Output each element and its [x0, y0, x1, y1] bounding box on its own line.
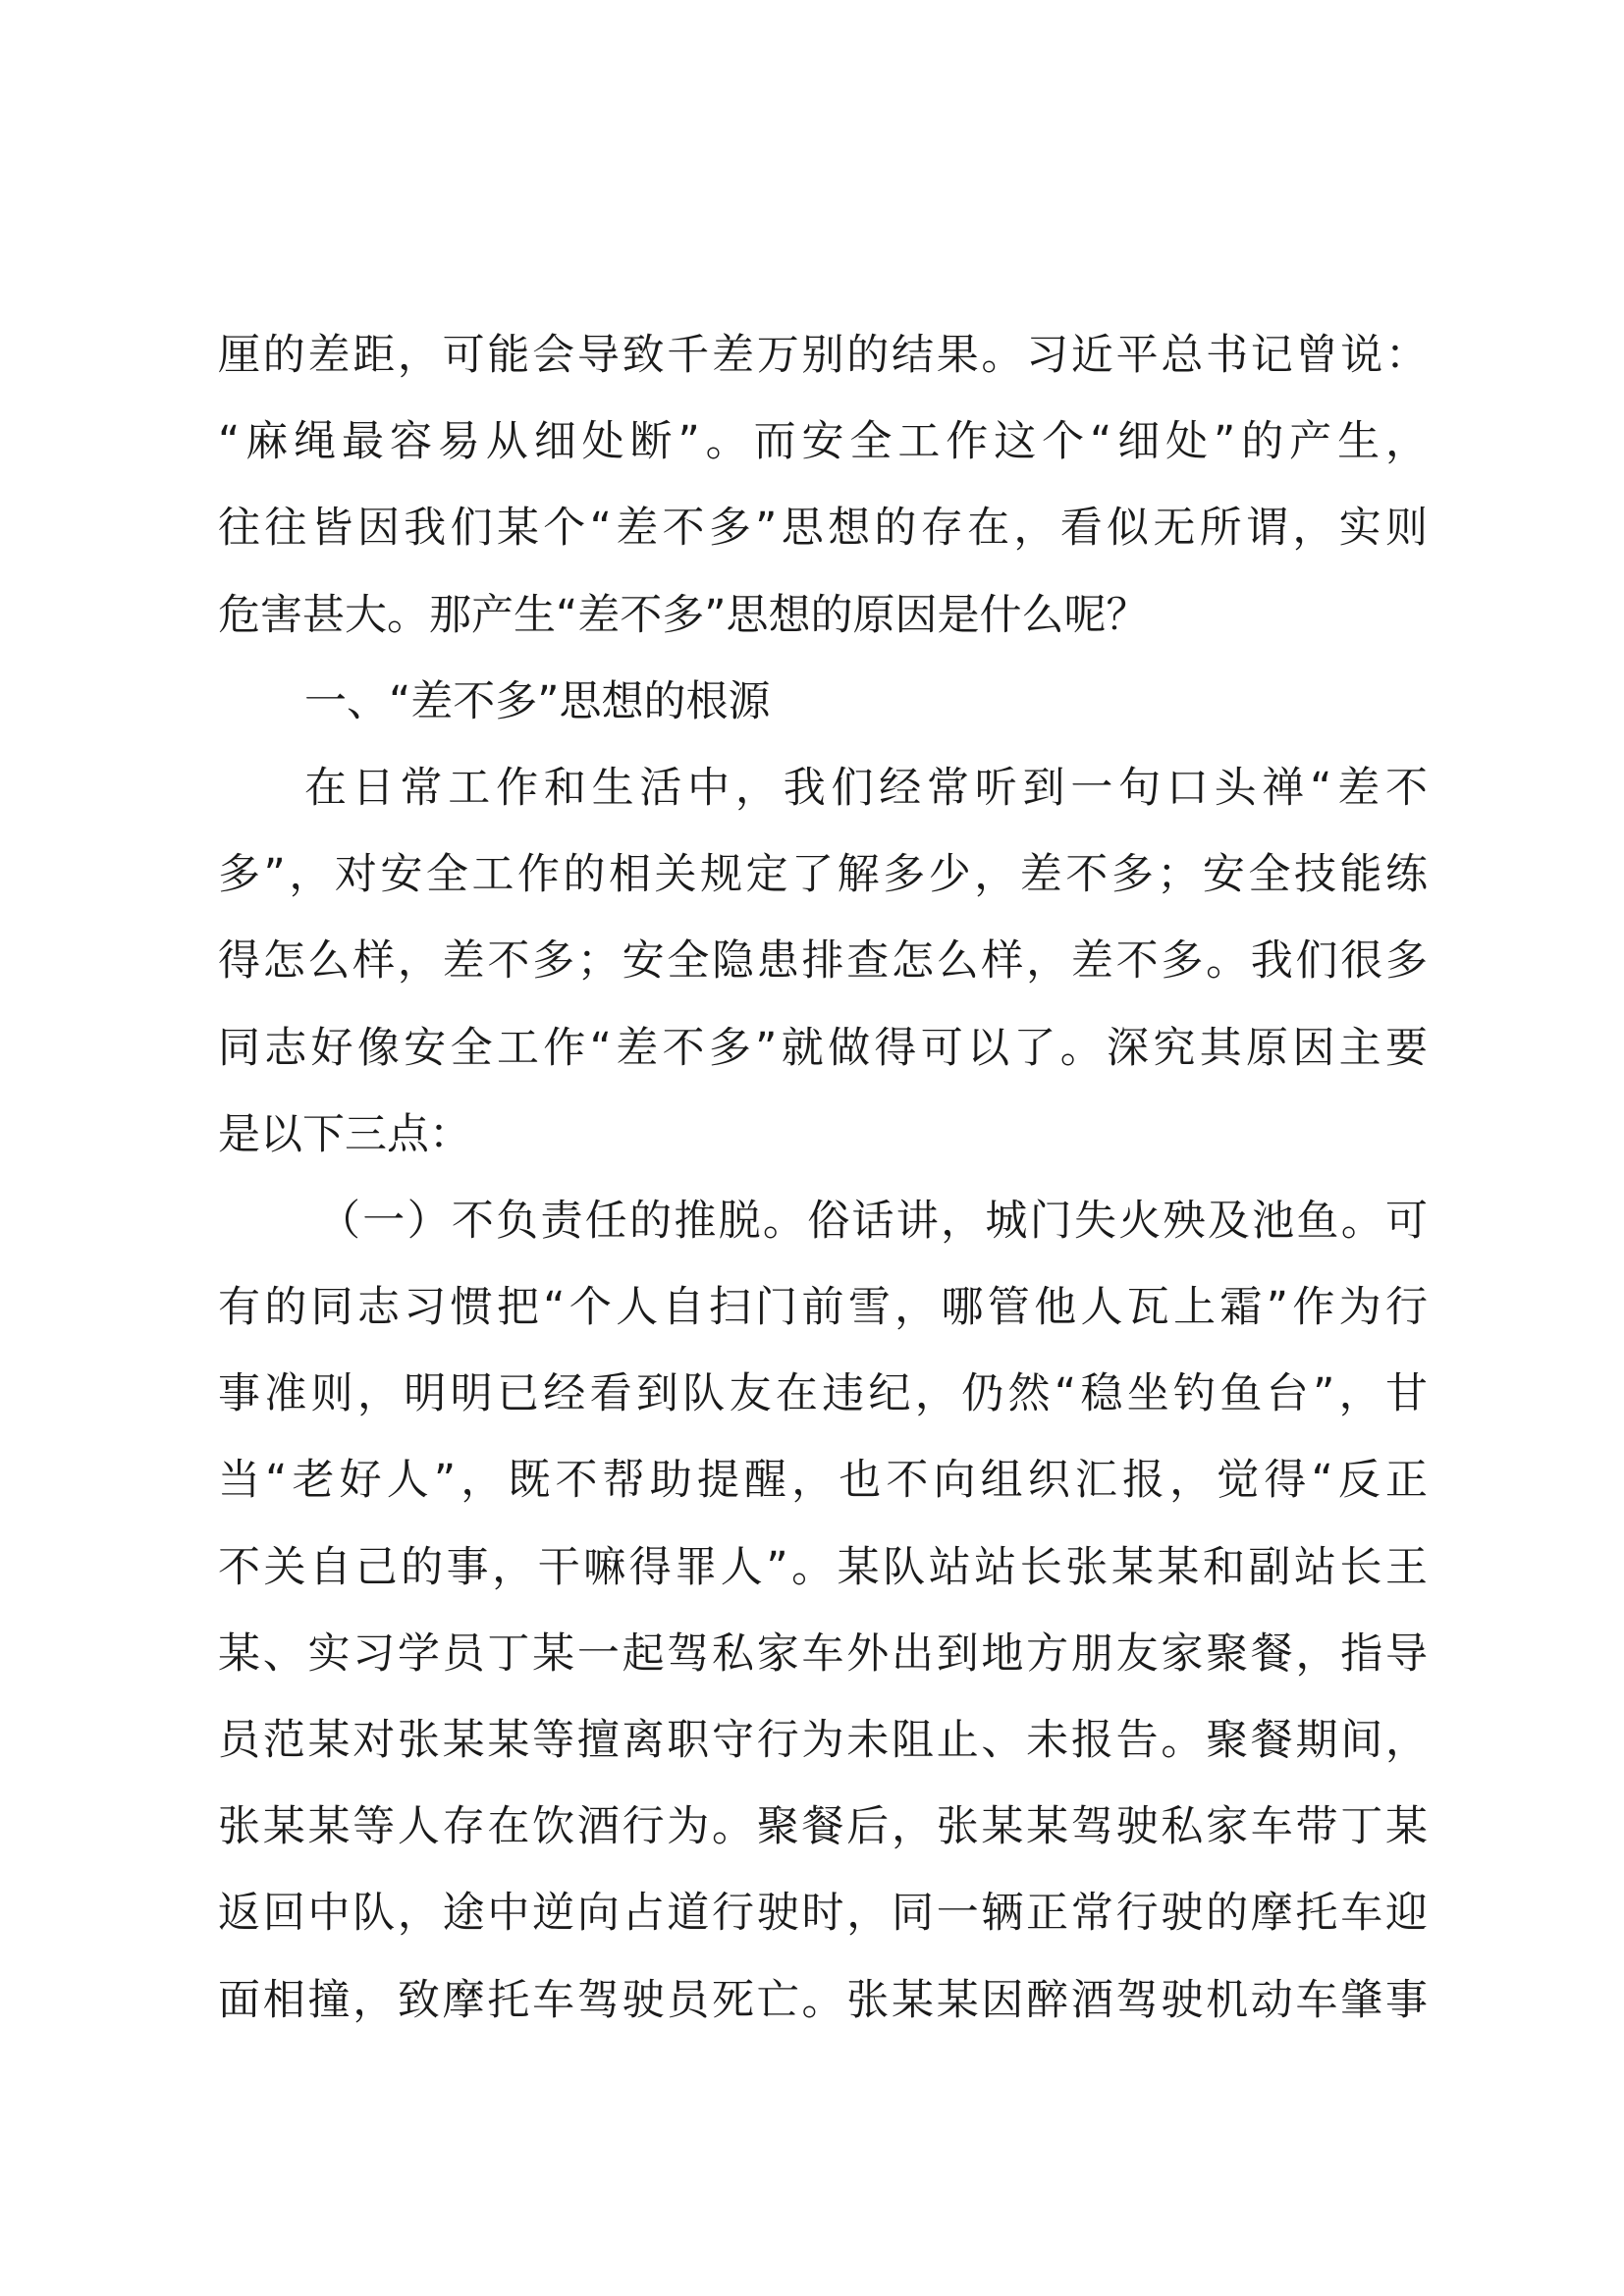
- text-line: 是以下三点：: [218, 1109, 471, 1159]
- text-line: 同志好像安全工作“差不多”就做得可以了。深究其原因主要: [218, 1023, 1428, 1073]
- document-body: [218, 312, 1428, 2044]
- text-line: 面相撞，致摩托车驾驶员死亡。张某某因醉酒驾驶机动车肇事: [218, 1975, 1428, 2025]
- text-line: 厘的差距，可能会导致千差万别的结果。习近平总书记曾说：: [218, 331, 1428, 380]
- text-line: 员范某对张某某等擅离职守行为未阻止、未报告。聚餐期间，: [218, 1716, 1428, 1765]
- subsection-line: （一）不负责任的推脱。俗话讲，城门失火殃及池鱼。可: [318, 1196, 1428, 1246]
- text-line: 张某某等人存在饮酒行为。聚餐后，张某某驾驶私家车带丁某: [218, 1802, 1428, 1852]
- text-line: 在日常工作和生活中，我们经常听到一句口头禅“差不: [304, 763, 1428, 813]
- text-line: 不关自己的事，干嘛得罪人”。某队站站长张某某和副站长王: [218, 1542, 1428, 1592]
- text-line: 返回中队，途中逆向占道行驶时，同一辆正常行驶的摩托车迎: [218, 1889, 1428, 1939]
- section-heading: 一、“差不多”思想的根源: [304, 676, 771, 726]
- text-line: 有的同志习惯把“个人自扫门前雪，哪管他人瓦上霜”作为行: [218, 1283, 1428, 1333]
- text-line: 往往皆因我们某个“差不多”思想的存在，看似无所谓，实则: [218, 504, 1428, 554]
- text-line: 当“老好人”，既不帮助提醒，也不向组织汇报，觉得“反正: [218, 1456, 1428, 1506]
- text-line: 事准则，明明已经看到队友在违纪，仍然“稳坐钓鱼台”，甘: [218, 1369, 1428, 1419]
- text-line: 某、实习学员丁某一起驾私家车外出到地方朋友家聚餐，指导: [218, 1629, 1428, 1679]
- text-line: 危害甚大。那产生“差不多”思想的原因是什么呢？: [218, 590, 1149, 640]
- text-line: 多”，对安全工作的相关规定了解多少，差不多；安全技能练: [218, 850, 1428, 900]
- text-line: “麻绳最容易从细处断”。而安全工作这个“细处”的产生，: [218, 417, 1428, 467]
- text-line: 得怎么样，差不多；安全隐患排查怎么样，差不多。我们很多: [218, 936, 1428, 987]
